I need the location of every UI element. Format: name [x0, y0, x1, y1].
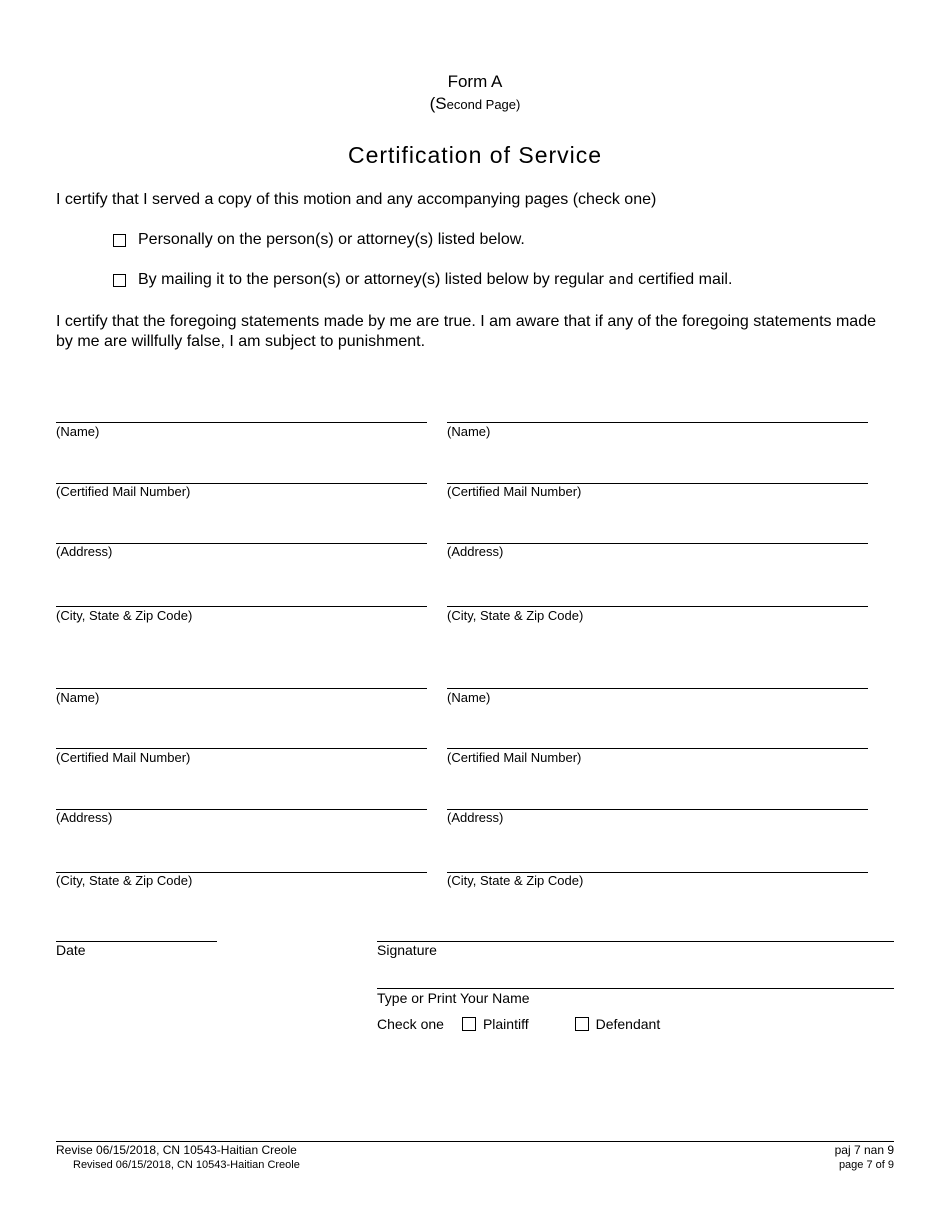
mail-number-label: (Certified Mail Number): [56, 750, 191, 765]
checkbox-personal[interactable]: [113, 234, 126, 247]
option-mail[interactable]: [113, 271, 732, 289]
form-title: Form A: [447, 72, 503, 91]
address-label: (Address): [56, 544, 113, 559]
intro-text: I certify that I served a copy of this motion and any accompanying pages (check one): [56, 191, 657, 208]
name-line[interactable]: [447, 422, 868, 423]
subtitle-rest: econd Page): [446, 97, 521, 112]
city-label: (City, State & Zip Code): [447, 608, 584, 623]
signature-line[interactable]: [377, 941, 894, 942]
city-line[interactable]: [56, 606, 427, 607]
footer-page-en: page 7 of 9: [838, 1159, 894, 1171]
address-line[interactable]: [447, 543, 868, 544]
mail-number-line[interactable]: [447, 748, 868, 749]
print-name-line[interactable]: [377, 988, 894, 989]
name-label: (Name): [447, 690, 491, 705]
mail-suffix: certified mail.: [633, 271, 733, 288]
address-label: (Address): [56, 810, 113, 825]
mail-number-line[interactable]: [56, 748, 427, 749]
address-line[interactable]: [447, 809, 868, 810]
name-label: (Name): [447, 424, 491, 439]
check-one-label: Check one: [377, 1016, 444, 1032]
plaintiff-label: Plaintiff: [482, 1016, 529, 1032]
city-label: (City, State & Zip Code): [447, 873, 584, 888]
name-line[interactable]: [56, 688, 427, 689]
footer-revision-en: Revised 06/15/2018, CN 10543-Haitian Creole: [73, 1159, 300, 1171]
footer-page-ht: paj 7 nan 9: [834, 1143, 894, 1157]
date-label: Date: [56, 942, 86, 958]
city-label: (City, State & Zip Code): [56, 873, 193, 888]
option-mail-label: [138, 271, 732, 289]
subtitle-open: (S: [429, 94, 447, 113]
signature-label: Signature: [377, 942, 437, 958]
declaration-text: I certify that the foregoing statements made by me are true. I am aware that if any of the foregoing statements made by me are willfully false, I am subject to punishment.: [56, 313, 876, 350]
mail-prefix: By mailing it to the person(s) or attorney(s) listed below by regular: [138, 271, 609, 288]
option-personal[interactable]: [113, 231, 525, 249]
name-label: (Name): [56, 424, 100, 439]
defendant-label: Defendant: [595, 1016, 661, 1032]
checkbox-plaintiff[interactable]: [462, 1017, 476, 1031]
name-line[interactable]: [56, 422, 427, 423]
address-label: (Address): [447, 810, 504, 825]
print-name-label: Type or Print Your Name: [377, 990, 530, 1006]
mail-number-label: (Certified Mail Number): [447, 750, 582, 765]
city-line[interactable]: [447, 606, 868, 607]
checkbox-defendant[interactable]: [575, 1017, 589, 1031]
form-subtitle: [0, 94, 950, 114]
mail-and: and: [608, 272, 634, 288]
checkbox-mail[interactable]: [113, 274, 126, 287]
check-one-row: [377, 1016, 660, 1032]
name-line[interactable]: [447, 688, 868, 689]
mail-number-label: (Certified Mail Number): [447, 484, 582, 499]
footer-divider: [56, 1141, 894, 1142]
mail-number-label: (Certified Mail Number): [56, 484, 191, 499]
option-personal-label: Personally on the person(s) or attorney(s) listed below.: [138, 231, 525, 248]
address-label: (Address): [447, 544, 504, 559]
city-label: (City, State & Zip Code): [56, 608, 193, 623]
name-label: (Name): [56, 690, 100, 705]
certification-heading: Certification of Service: [347, 142, 603, 168]
footer-revision-ht: Revise 06/15/2018, CN 10543-Haitian Creole: [56, 1143, 297, 1157]
